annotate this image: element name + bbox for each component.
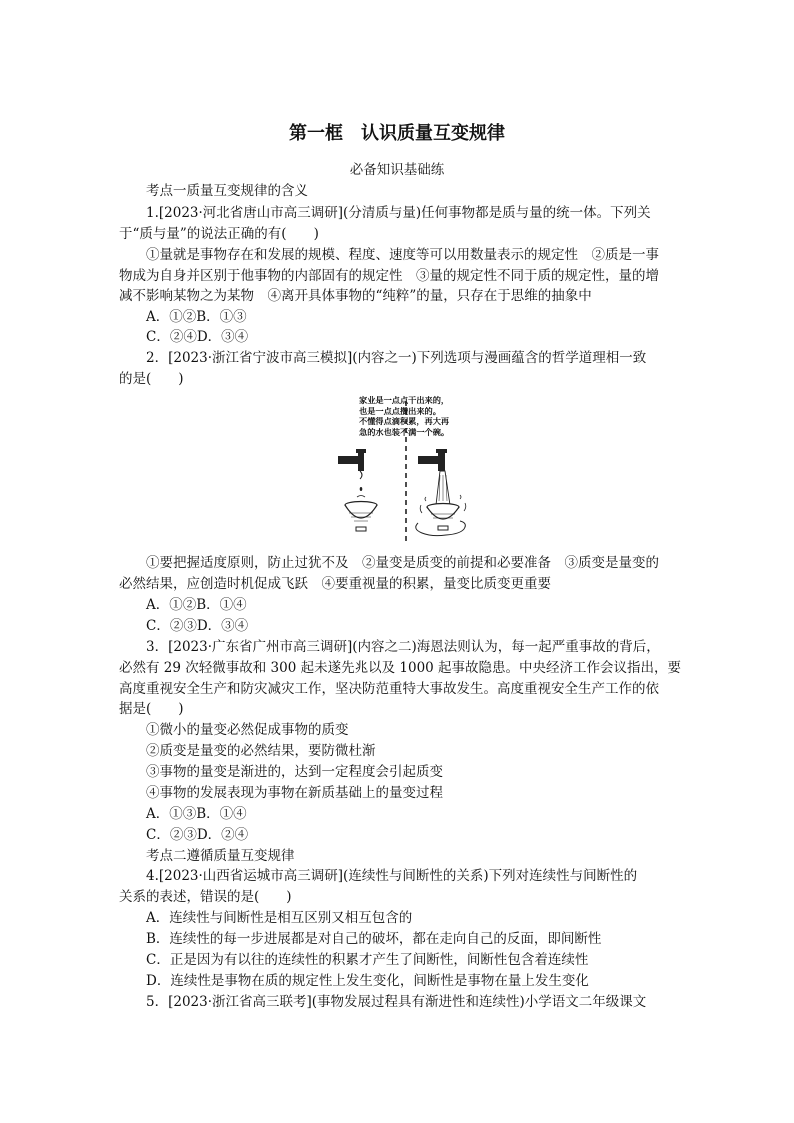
right-faucet-icon bbox=[418, 449, 447, 471]
q3-stem-line-1: 3．[2023·广东省广州市高三调研](内容之二)海恩法则认为，每一起严重事故的背后， bbox=[146, 639, 660, 655]
q3-statement-4: ④事物的发展表现为事物在新质基础上的量变过程 bbox=[146, 785, 443, 801]
q2-stem-line-3: ①要把握适度原则，防止过犹不及 ②量变是质变的前提和必要准备 ③质变是量变的 bbox=[146, 555, 659, 571]
q4-option-c: C．正是因为有以往的连续性的积累才产生了间断性，间断性包含着连续性 bbox=[146, 952, 589, 968]
q3-statement-1: ①微小的量变必然促成事物的质变 bbox=[146, 722, 349, 738]
q3-stem-line-2: 必然有 29 次轻微事故和 300 起未遂先兆以及 1000 起事故隐患。中央经济工作会议指出，要 bbox=[119, 660, 682, 676]
q2-stem-line-2: 的是( ) bbox=[119, 371, 184, 387]
q1-stem-line-3: ①量就是事物存在和发展的规模、程度、速度等可以用数量表示的规定性 ②质是一事 bbox=[146, 247, 659, 263]
cartoon-caption-line: 家业是一点点干出来的， bbox=[359, 395, 450, 405]
q1-stem-line-4: 物成为自身并区别于他事物的内部固有的规定性 ③量的规定性不同于质的规定性，量的增 bbox=[119, 268, 659, 284]
q1-options-cd: C．②④D．③④ bbox=[146, 329, 249, 345]
right-bowl-icon bbox=[427, 504, 459, 531]
left-faucet-icon bbox=[338, 449, 366, 479]
q2-options-ab: A．①②B．①④ bbox=[146, 597, 247, 613]
q1-options-ab: A．①②B．①③ bbox=[146, 309, 247, 325]
q1-stem-line-1: 1.[2023·河北省唐山市高三调研](分清质与量)任何事物都是质与量的统一体。下列关 bbox=[146, 205, 651, 221]
q3-options-ab: A．①③B．①④ bbox=[146, 806, 247, 822]
page-subtitle: 必备知识基础练 bbox=[349, 162, 445, 178]
q3-options-cd: C．②③D．②④ bbox=[146, 827, 249, 843]
cartoon-caption bbox=[359, 395, 449, 437]
section-heading-1: 考点一质量互变规律的含义 bbox=[146, 183, 308, 199]
q3-statement-3: ③事物的量变是渐进的，达到一定程度会引起质变 bbox=[146, 764, 443, 780]
left-splash bbox=[357, 496, 365, 498]
left-bowl-icon bbox=[345, 502, 377, 532]
q1-stem-line-5: 减不影响某物之为某物 ④离开具体事物的“纯粹”的量，只存在于思维的抽象中 bbox=[119, 288, 592, 304]
q2-stem-line-4: 必然结果，应创造时机促成飞跃 ④要重视量的积累，量变比质变更重要 bbox=[119, 576, 551, 592]
q4-option-b: B．连续性的每一步进展都是对自己的破坏，都在走向自己的反面，即间断性 bbox=[146, 931, 602, 947]
q1-stem-line-2: 于“质与量”的说法正确的有( ) bbox=[119, 226, 319, 242]
q4-option-a: A．连续性与间断性是相互区别又相互包含的 bbox=[146, 910, 413, 926]
left-water-drop bbox=[360, 487, 363, 491]
q4-option-d: D．连续性是事物在质的规定性上发生变化，间断性是事物在量上发生变化 bbox=[146, 973, 589, 989]
q2-options-cd: C．②③D．③④ bbox=[146, 618, 249, 634]
page-title: 第一框 认识质量互变规律 bbox=[289, 123, 505, 144]
q3-stem-line-4: 据是( ) bbox=[119, 701, 184, 717]
q3-statement-2: ②质变是量变的必然结果，要防微杜渐 bbox=[146, 743, 376, 759]
cartoon-caption-line: 也是一点点攒出来的。 bbox=[359, 405, 441, 416]
cartoon-caption-line: 不懂得点滴积累，再大再 bbox=[359, 416, 450, 426]
q2-stem-line-1: 2．[2023·浙江省宁波市高三模拟](内容之一)下列选项与漫画蕴含的哲学道理相一致 bbox=[146, 350, 647, 366]
cartoon-caption-line: 急的水也装不满一个碗。 bbox=[359, 426, 450, 437]
q3-stem-line-3: 高度重视安全生产和防灾减灾工作，坚决防范重特大事故发生。高度重视安全生产工作的依 bbox=[119, 681, 659, 697]
section-heading-2: 考点二遵循质量互变规律 bbox=[146, 848, 295, 864]
q4-stem-line-1: 4.[2023·山西省运城市高三调研](连续性与间断性的关系)下列对连续性与间断性的 bbox=[146, 868, 638, 884]
faucet-bowl-cartoon bbox=[330, 393, 482, 543]
q4-stem-line-2: 关系的表述，错误的是( ) bbox=[119, 889, 292, 905]
q5-stem-line-1: 5．[2023·浙江省高三联考](事物发展过程具有渐进性和连续性)小学语文二年级课文 bbox=[146, 994, 647, 1010]
